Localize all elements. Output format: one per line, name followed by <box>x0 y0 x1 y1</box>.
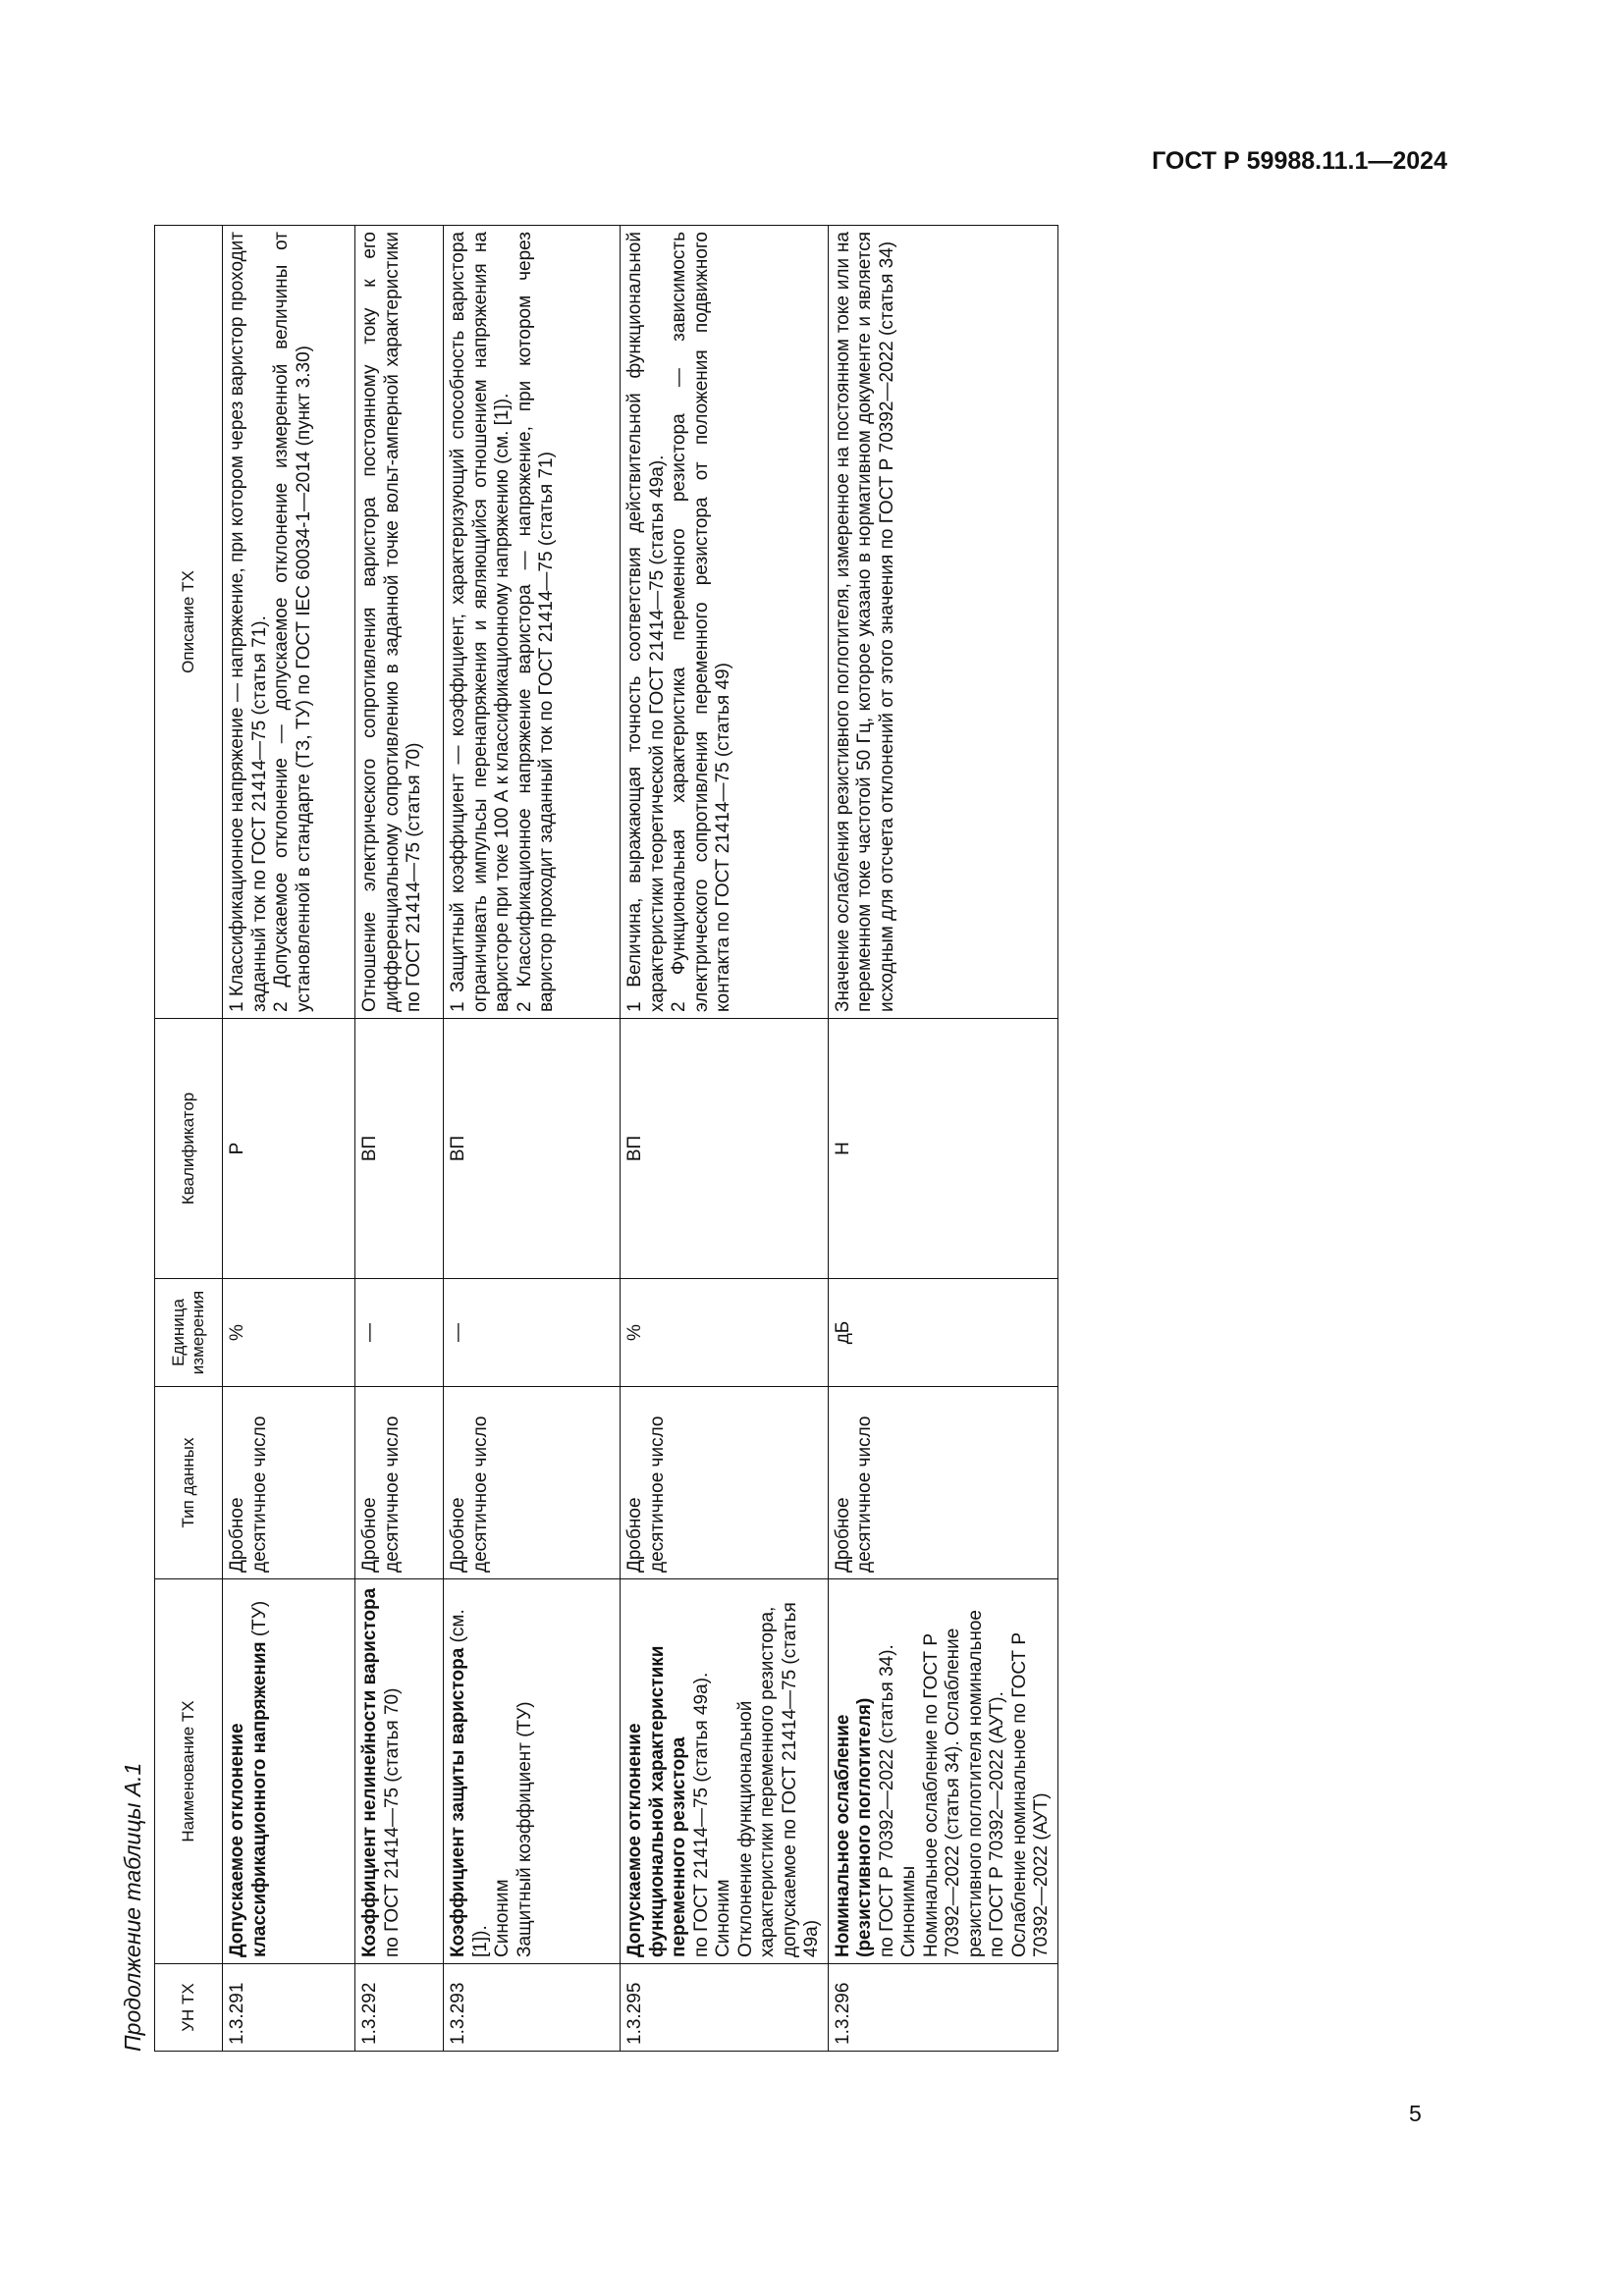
name-line: Синонимы <box>898 1865 919 1957</box>
name-line: по ГОСТ 21414—75 (статья 49а). <box>690 1672 712 1957</box>
cell-qualifier: ВП <box>444 1019 621 1279</box>
rotated-table-block <box>113 226 1114 2052</box>
name-line: Отклонение функциональной характеристики переменного резистора, допускаемое по ГОСТ 21414—75 (статья 49а) <box>734 1602 822 1957</box>
description-line: 2 Классификационное напряжение варистора — напряжение, при котором через варистор проходит заданный ток по ГОСТ 21414—75 (статья 71) <box>514 232 557 1012</box>
cell-name <box>828 1579 1057 1964</box>
name-line: Защитный коэффициент (ТУ) <box>514 1701 535 1957</box>
col-header-unit: Единица измерения <box>155 1279 223 1387</box>
col-header-description: Описание ТХ <box>155 226 223 1019</box>
cell-un: 1.3.292 <box>355 1964 444 2052</box>
description-line: Отношение электрического сопротивления варистора постоянному току к его дифференциальному сопротивлению в заданной точке вольт-амперной характеристики по ГОСТ 21414—75 (статья 70) <box>359 232 424 1012</box>
name-line: по ГОСТ 21414—75 (статья 70) <box>381 1687 403 1957</box>
table-row <box>355 226 444 2052</box>
col-header-type: Тип данных <box>155 1387 223 1579</box>
cell-unit: % <box>621 1279 829 1387</box>
description-line: 1 Классификационное напряжение — напряжение, при котором через варистор проходит заданный ток по ГОСТ 21414—75 (статья 71). <box>227 232 270 1012</box>
cell-unit: — <box>444 1279 621 1387</box>
table-header-row <box>155 226 223 2052</box>
col-header-name: Наименование ТХ <box>155 1579 223 1964</box>
cell-un: 1.3.295 <box>621 1964 829 2052</box>
name-bold: Допускаемое отклонение классификационного напряжения <box>227 1641 270 1957</box>
cell-qualifier: ВП <box>355 1019 444 1279</box>
page-number: 5 <box>1409 2101 1422 2126</box>
cell-description <box>828 226 1057 1019</box>
cell-name <box>444 1579 621 1964</box>
cell-description <box>444 226 621 1019</box>
name-line: по ГОСТ Р 70392—2022 (статья 34). <box>876 1644 897 1957</box>
cell-type: Дробное десятичное число <box>828 1387 1057 1579</box>
cell-un: 1.3.293 <box>444 1964 621 2052</box>
cell-description <box>223 226 355 1019</box>
description-line: 1 Защитный коэффициент — коэффициент, характеризующий способность варистора ограничивать импульсы перенапряжения и являющийся отношением напряжения на варисторе при токе 100 А к классификационному напряжению (см. [1]). <box>448 232 513 1012</box>
name-line: Синоним <box>713 1879 733 1957</box>
name-rest: (см. [1]). <box>448 1609 491 1957</box>
cell-unit: дБ <box>828 1279 1057 1387</box>
cell-name <box>355 1579 444 1964</box>
characteristics-table <box>154 225 1058 2052</box>
name-bold: Допускаемое отклонение функциональной характеристики переменного резистора <box>624 1645 689 1957</box>
table-row <box>621 226 829 2052</box>
table-caption: Продолжение таблицы А.1 <box>120 1762 145 2052</box>
cell-un: 1.3.291 <box>223 1964 355 2052</box>
cell-qualifier: ВП <box>621 1019 829 1279</box>
cell-type: Дробное десятичное число <box>223 1387 355 1579</box>
cell-description <box>355 226 444 1019</box>
name-bold: Коэффициент нелинейности варистора <box>359 1587 380 1957</box>
cell-qualifier: Н <box>828 1019 1057 1279</box>
table-row <box>444 226 621 2052</box>
col-header-qualifier: Квалификатор <box>155 1019 223 1279</box>
col-header-un: УН ТХ <box>155 1964 223 2052</box>
cell-name <box>621 1579 829 1964</box>
description-line: 2 Функциональная характеристика переменного резистора — зависимость электрического сопротивления переменного резистора от положения подвижного контакта по ГОСТ 21414—75 (статья 49) <box>669 232 733 1012</box>
cell-type: Дробное десятичное число <box>621 1387 829 1579</box>
cell-name <box>223 1579 355 1964</box>
name-bold: Коэффициент защиты варистора <box>448 1647 468 1957</box>
cell-qualifier: Р <box>223 1019 355 1279</box>
description-line: 1 Величина, выражающая точность соответствия действительной функциональной характеристики теоретической по ГОСТ 21414—75 (статья 49а). <box>624 232 668 1012</box>
cell-description <box>621 226 829 1019</box>
standard-designation: ГОСТ Р 59988.11.1—2024 <box>1152 147 1447 175</box>
cell-unit: — <box>355 1279 444 1387</box>
description-line: 2 Допускаемое отклонение — допускаемое отклонение измеренной величины от установленной в стандарте (ТЗ, ТУ) по ГОСТ IEC 60034-1—2014 (пункт 3.30) <box>271 232 314 1012</box>
cell-un: 1.3.296 <box>828 1964 1057 2052</box>
name-line: Синоним <box>492 1879 513 1957</box>
name-bold: Номинальное ослабление (резистивного поглотителя) <box>832 1697 875 1957</box>
table-row <box>223 226 355 2052</box>
description-line: Значение ослабления резистивного поглотителя, измеренное на постоянном токе или на переменном токе частотой 50 Гц, которое указано в нормативном документе и является исходным для отсчета отклонений от этого значения по ГОСТ Р 70392—2022 (статья 34) <box>832 232 897 1012</box>
table-row <box>828 226 1057 2052</box>
cell-unit: % <box>223 1279 355 1387</box>
cell-type: Дробное десятичное число <box>444 1387 621 1579</box>
name-line: Номинальное ослабление по ГОСТ Р 70392—2022 (статья 34). Ослабление резистивного поглотителя номинальное по ГОСТ Р 70392—2022 (АУТ). <box>920 1610 1007 1957</box>
name-rest: (ТУ) <box>248 1600 270 1642</box>
name-line: Ослабление номинальное по ГОСТ Р 70392—2022 (АУТ) <box>1008 1631 1052 1957</box>
cell-type: Дробное десятичное число <box>355 1387 444 1579</box>
